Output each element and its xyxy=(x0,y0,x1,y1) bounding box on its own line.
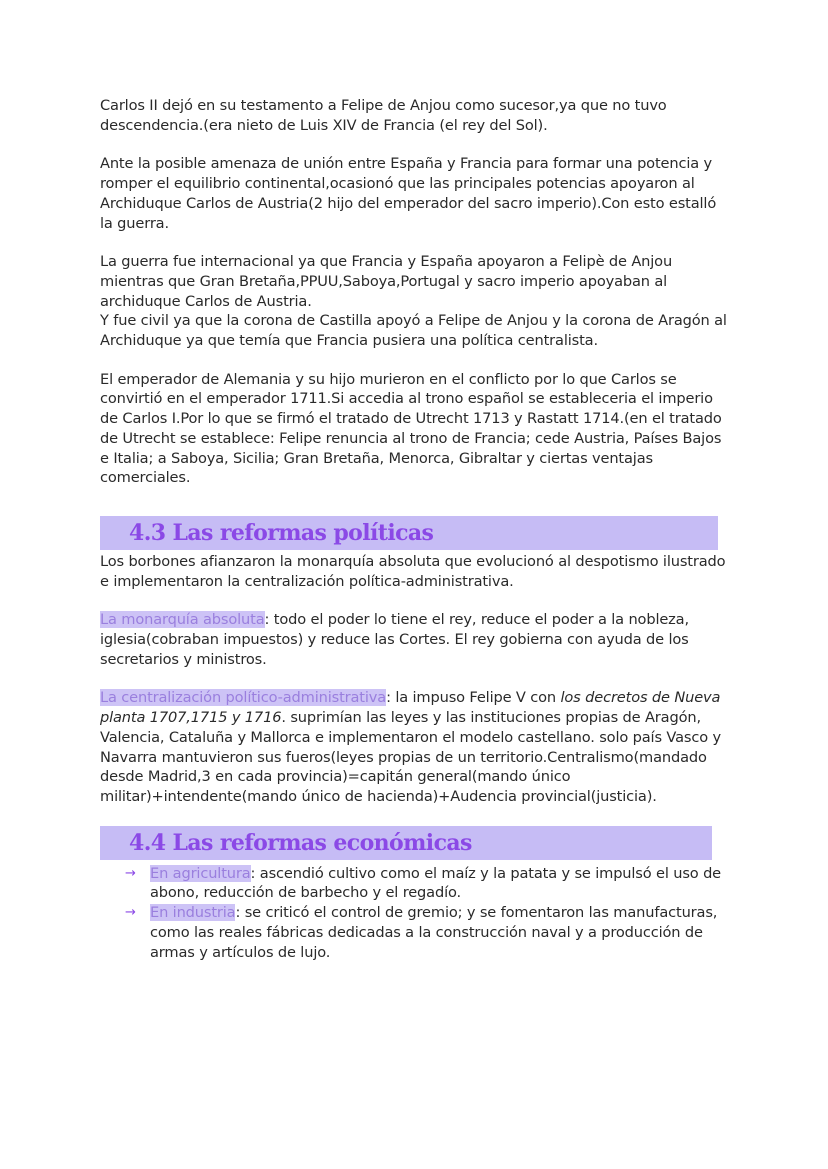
list-item-agricultura xyxy=(125,864,732,903)
highlight-term-centralizacion: La centralización político-administrativa xyxy=(100,689,387,707)
section-title: 4.4 Las reformas económicas xyxy=(129,829,472,856)
industria-description: : se criticó el control de gremio; y se fomentaron las manufacturas, como las reales fábricas dedicadas a la construcción naval y a producción de armas y artículos de lujo. xyxy=(150,904,718,961)
list-item-industria xyxy=(125,903,732,962)
economic-reforms-list xyxy=(100,864,732,963)
highlight-term-industria: En industria xyxy=(150,904,236,922)
section-heading-reformas-politicas xyxy=(100,516,732,550)
highlight-term-monarquia: La monarquía absoluta xyxy=(100,611,265,629)
paragraph-succession: Carlos II dejó en su testamento a Felipe de Anjou como sucesor,ya que no tuvo descendencia.(era nieto de Luis XIV de Francia (el rey del Sol). xyxy=(100,97,667,134)
highlight-term-agricultura: En agricultura xyxy=(150,864,251,882)
section-title: 4.3 Las reformas políticas xyxy=(129,519,434,546)
paragraph-threat: Ante la posible amenaza de unión entre España y Francia para formar una potencia y romper el equilibrio continental,ocasionó que las principales potencias apoyaron al Archiduque Carlos de Austria(2 hijo del emperador del sacro imperio).Con esto estalló la guerra. xyxy=(100,155,717,232)
paragraph-monarquia xyxy=(100,610,732,669)
section-heading-reformas-economicas xyxy=(100,826,732,860)
arrow-bullet-icon: → xyxy=(125,865,136,881)
decretos-italic: los decretos de Nueva planta 1707,1715 y 1716 xyxy=(100,689,721,727)
document-page xyxy=(100,96,732,962)
centralizacion-text-1: : la impuso Felipe V con xyxy=(386,689,561,707)
agricultura-description: : ascendió cultivo como el maíz y la patata y se impulsó el uso de abono, reducción de barbecho y el regadío. xyxy=(150,864,722,902)
paragraph-treaties: El emperador de Alemania y su hijo murieron en el conflicto por lo que Carlos se convirtió en el emperador 1711.Si accedia al trono español se estableceria el imperio de Carlos I.Por lo que se firmó el tratado de Utrecht 1713 y Rastatt 1714.(en el tratado de Utrecht se establece: Felipe renuncia al trono de Francia; cede Austria, Países Bajos e Italia; a Saboya, Sicilia; Gran Bretaña, Menorca, Gibraltar y ciertas ventajas comerciales. xyxy=(100,370,722,487)
paragraph-war-type xyxy=(100,252,732,351)
arrow-bullet-icon: → xyxy=(125,905,136,921)
war-international-text: La guerra fue internacional ya que Francia y España apoyaron a Felipè de Anjou mientras que Gran Bretaña,PPUU,Saboya,Portugal y sacro imperio apoyaban al archiduque Carlos de Austria. xyxy=(100,253,673,310)
paragraph-centralizacion xyxy=(100,688,732,806)
centralizacion-text-2: . suprimían las leyes y las instituciones propias de Aragón, Valencia, Cataluña y Mallorca e implementaron el modelo castellano. solo país Vasco y Navarra mantuvieron sus fueros(leyes propias de un territorio.Centralismo(mandado desde Madrid,3 en cada provincia)=capitán general(mando único militar)+intendente(mando único de hacienda)+Audencia provincial(justicia). xyxy=(100,709,721,805)
war-civil-text: Y fue civil ya que la corona de Castilla apoyó a Felipe de Anjou y la corona de Aragón al Archiduque ya que temía que Francia pusiera una política centralista. xyxy=(100,312,727,350)
monarquia-description: : todo el poder lo tiene el rey, reduce el poder a la nobleza, iglesia(cobraban impuestos) y reduce las Cortes. El rey gobierna con ayuda de los secretarios y ministros. xyxy=(100,611,689,668)
paragraph-borbones: Los borbones afianzaron la monarquía absoluta que evolucionó al despotismo ilustrado e implementaron la centralización política-administrativa. xyxy=(100,552,726,590)
